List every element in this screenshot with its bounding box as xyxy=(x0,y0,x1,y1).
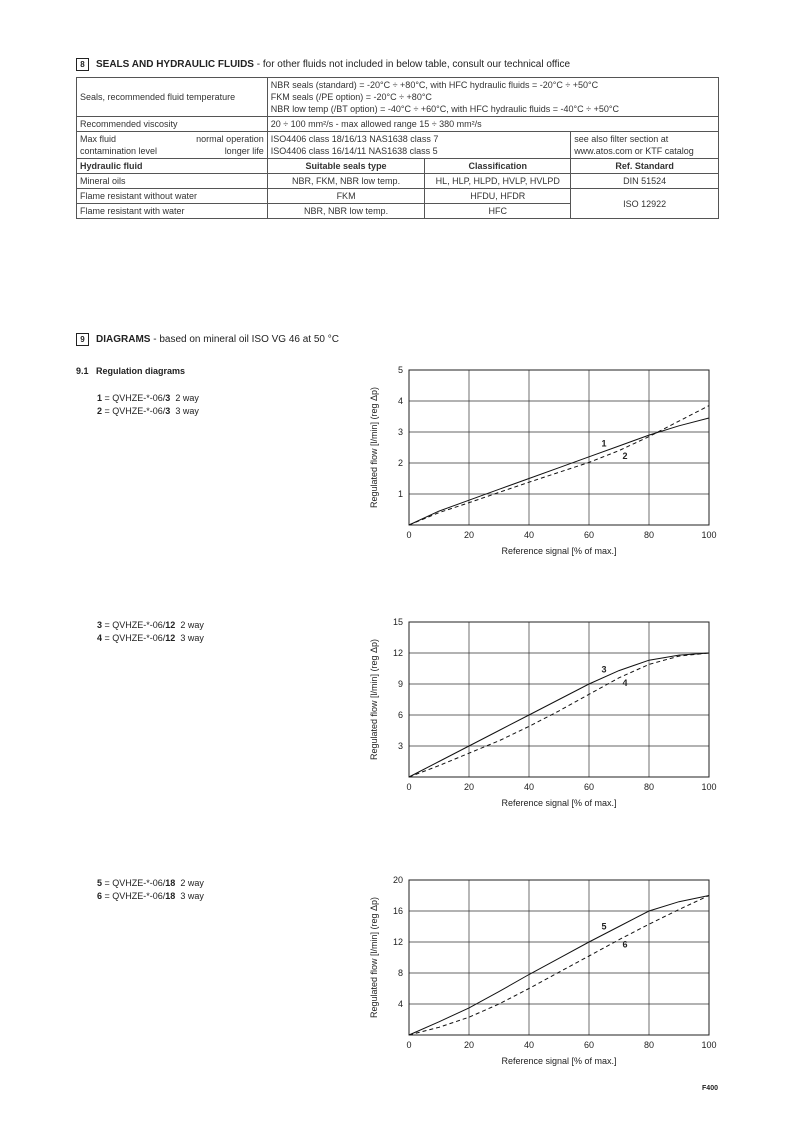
x-tick-label: 0 xyxy=(406,782,412,792)
legend-item xyxy=(97,632,204,645)
viscosity-value: 20 ÷ 100 mm²/s - max allowed range 15 ÷ 380 mm²/s xyxy=(267,117,718,132)
legend-model: = QVHZE-*-06/ xyxy=(102,878,166,888)
legend-ways: 3 way xyxy=(175,633,204,643)
seals-line: NBR low temp (/BT option) = -40°C ÷ +60°C, with HFC hydraulic fluids = -40°C ÷ +50°C xyxy=(270,104,619,114)
y-tick-label: 20 xyxy=(392,875,403,885)
table-cell: HFC xyxy=(425,204,571,219)
table-cell: Mineral oils xyxy=(77,174,268,189)
y-tick-label: 5 xyxy=(397,365,403,375)
table-cell: FKM xyxy=(267,189,425,204)
contamination-note xyxy=(571,132,719,159)
legend-ways: 3 way xyxy=(170,406,199,416)
contam-normal-label: normal operation xyxy=(196,134,264,144)
x-tick-label: 80 xyxy=(643,1040,655,1050)
contam-longer-value: ISO4406 class 16/14/11 NAS1638 class 5 xyxy=(270,146,438,156)
x-tick-label: 80 xyxy=(643,782,655,792)
y-tick-label: 4 xyxy=(397,999,403,1009)
section-title: DIAGRAMS xyxy=(96,334,151,345)
plot-frame xyxy=(409,370,709,525)
seals-line: NBR seals (standard) = -20°C ÷ +80°C, with HFC hydraulic fluids = -20°C ÷ +50°C xyxy=(270,80,599,90)
legend-number: 4 xyxy=(97,633,103,643)
x-tick-label: 0 xyxy=(406,530,412,540)
x-axis-label: Reference signal [% of max.] xyxy=(501,798,617,808)
table-cell: Flame resistant without water xyxy=(77,189,268,204)
col-header: Ref. Standard xyxy=(571,159,719,174)
table-header-row xyxy=(77,159,719,174)
legend-size: 3 xyxy=(165,406,171,416)
x-tick-label: 40 xyxy=(523,782,535,792)
legend-model: = QVHZE-*-06/ xyxy=(102,891,166,901)
series-label: 2 xyxy=(622,450,628,461)
legend-item xyxy=(97,392,199,405)
y-tick-label: 3 xyxy=(397,741,403,751)
seals-values xyxy=(267,78,718,117)
table-row xyxy=(77,117,719,132)
series-label: 4 xyxy=(622,678,628,689)
x-tick-label: 100 xyxy=(701,1040,717,1050)
contam-note-line: see also filter section at xyxy=(574,134,669,144)
x-tick-label: 60 xyxy=(583,1040,595,1050)
series-line-2 xyxy=(409,406,709,525)
legend-model: = QVHZE-*-06/ xyxy=(102,393,166,403)
contam-normal-value: ISO4406 class 18/16/13 NAS1638 class 7 xyxy=(270,134,439,144)
series-line-1 xyxy=(409,418,709,525)
regulation-diagram-2 xyxy=(360,614,730,814)
x-tick-label: 0 xyxy=(406,1040,412,1050)
chart-svg xyxy=(360,614,730,814)
seals-fluids-table xyxy=(76,77,719,219)
y-tick-label: 3 xyxy=(397,427,403,437)
legend-size: 3 xyxy=(165,393,171,403)
x-tick-label: 80 xyxy=(643,530,655,540)
diagram-legend-2 xyxy=(97,619,204,645)
contam-label-1: Max fluid xyxy=(80,134,117,144)
legend-number: 6 xyxy=(97,891,103,901)
legend-model: = QVHZE-*-06/ xyxy=(102,620,166,630)
diagram-legend-1 xyxy=(97,392,199,418)
legend-size: 18 xyxy=(165,891,176,901)
seals-label: Seals, recommended fluid temperature xyxy=(77,78,268,117)
y-tick-label: 6 xyxy=(397,710,403,720)
x-tick-label: 60 xyxy=(583,530,595,540)
regulation-diagram-3 xyxy=(360,872,730,1072)
section-number: 8 xyxy=(76,58,89,71)
col-header: Classification xyxy=(425,159,571,174)
legend-ways: 2 way xyxy=(175,620,204,630)
table-cell: NBR, NBR low temp. xyxy=(267,204,425,219)
y-tick-label: 2 xyxy=(397,458,403,468)
legend-ways: 2 way xyxy=(170,393,199,403)
legend-number: 5 xyxy=(97,878,103,888)
legend-model: = QVHZE-*-06/ xyxy=(102,406,166,416)
section-subtitle: - for other fluids not included in below table, consult our technical office xyxy=(253,59,571,70)
x-tick-label: 100 xyxy=(701,782,717,792)
legend-size: 18 xyxy=(165,878,176,888)
y-tick-label: 1 xyxy=(397,489,403,499)
x-tick-label: 100 xyxy=(701,530,717,540)
legend-size: 12 xyxy=(165,620,176,630)
legend-item xyxy=(97,619,204,632)
chart-svg xyxy=(360,872,730,1072)
legend-ways: 2 way xyxy=(175,878,204,888)
table-row xyxy=(77,189,719,204)
legend-number: 1 xyxy=(97,393,103,403)
y-tick-label: 12 xyxy=(392,648,403,658)
y-axis-label: Regulated flow [l/min] (reg Δp) xyxy=(369,638,379,761)
plot-frame xyxy=(409,880,709,1035)
y-tick-label: 4 xyxy=(397,396,403,406)
x-tick-label: 20 xyxy=(463,782,475,792)
series-line-6 xyxy=(409,896,709,1036)
series-label: 3 xyxy=(601,664,607,675)
table-cell: NBR, FKM, NBR low temp. xyxy=(267,174,425,189)
x-tick-label: 40 xyxy=(523,530,535,540)
legend-size: 12 xyxy=(165,633,176,643)
table-cell: HFDU, HFDR xyxy=(425,189,571,204)
y-tick-label: 16 xyxy=(392,906,403,916)
x-tick-label: 20 xyxy=(463,530,475,540)
section-9-header xyxy=(76,333,339,346)
legend-item xyxy=(97,877,204,890)
series-label: 1 xyxy=(601,438,607,449)
page-code: F400 xyxy=(702,1085,718,1092)
legend-ways: 3 way xyxy=(175,891,204,901)
y-tick-label: 9 xyxy=(397,679,403,689)
x-axis-label: Reference signal [% of max.] xyxy=(501,1056,617,1066)
contam-longer-label: longer life xyxy=(224,146,264,156)
x-tick-label: 60 xyxy=(583,782,595,792)
contam-note-line: www.atos.com or KTF catalog xyxy=(574,146,694,156)
table-row xyxy=(77,132,719,159)
table-row xyxy=(77,78,719,117)
legend-number: 3 xyxy=(97,620,103,630)
col-header: Hydraulic fluid xyxy=(77,159,268,174)
y-axis-label: Regulated flow [l/min] (reg Δp) xyxy=(369,896,379,1019)
section-8-header xyxy=(76,58,570,71)
subsection-title: 9.1 Regulation diagrams xyxy=(76,366,186,376)
series-label: 5 xyxy=(601,921,607,932)
table-row xyxy=(77,174,719,189)
legend-number: 2 xyxy=(97,406,103,416)
section-number: 9 xyxy=(76,333,89,346)
contam-label-2: contamination level xyxy=(80,146,158,156)
diagram-legend-3 xyxy=(97,877,204,903)
viscosity-label: Recommended viscosity xyxy=(77,117,268,132)
section-subtitle: - based on mineral oil ISO VG 46 at 50 °C xyxy=(150,334,339,345)
table-cell: HL, HLP, HLPD, HVLP, HVLPD xyxy=(425,174,571,189)
x-tick-label: 20 xyxy=(463,1040,475,1050)
y-tick-label: 15 xyxy=(392,617,403,627)
regulation-diagram-1 xyxy=(360,362,730,562)
x-axis-label: Reference signal [% of max.] xyxy=(501,546,617,556)
chart-svg xyxy=(360,362,730,562)
legend-model: = QVHZE-*-06/ xyxy=(102,633,166,643)
table-cell: ISO 12922 xyxy=(571,189,719,219)
y-axis-label: Regulated flow [l/min] (reg Δp) xyxy=(369,386,379,509)
col-header: Suitable seals type xyxy=(267,159,425,174)
seals-line: FKM seals (/PE option) = -20°C ÷ +80°C xyxy=(270,92,432,102)
contamination-values xyxy=(267,132,570,159)
y-tick-label: 8 xyxy=(397,968,403,978)
section-title: SEALS AND HYDRAULIC FLUIDS xyxy=(96,59,254,70)
legend-item xyxy=(97,405,199,418)
table-cell: DIN 51524 xyxy=(571,174,719,189)
y-tick-label: 12 xyxy=(392,937,403,947)
series-label: 6 xyxy=(622,939,628,950)
table-cell: Flame resistant with water xyxy=(77,204,268,219)
x-tick-label: 40 xyxy=(523,1040,535,1050)
legend-item xyxy=(97,890,204,903)
contamination-label xyxy=(77,132,268,159)
